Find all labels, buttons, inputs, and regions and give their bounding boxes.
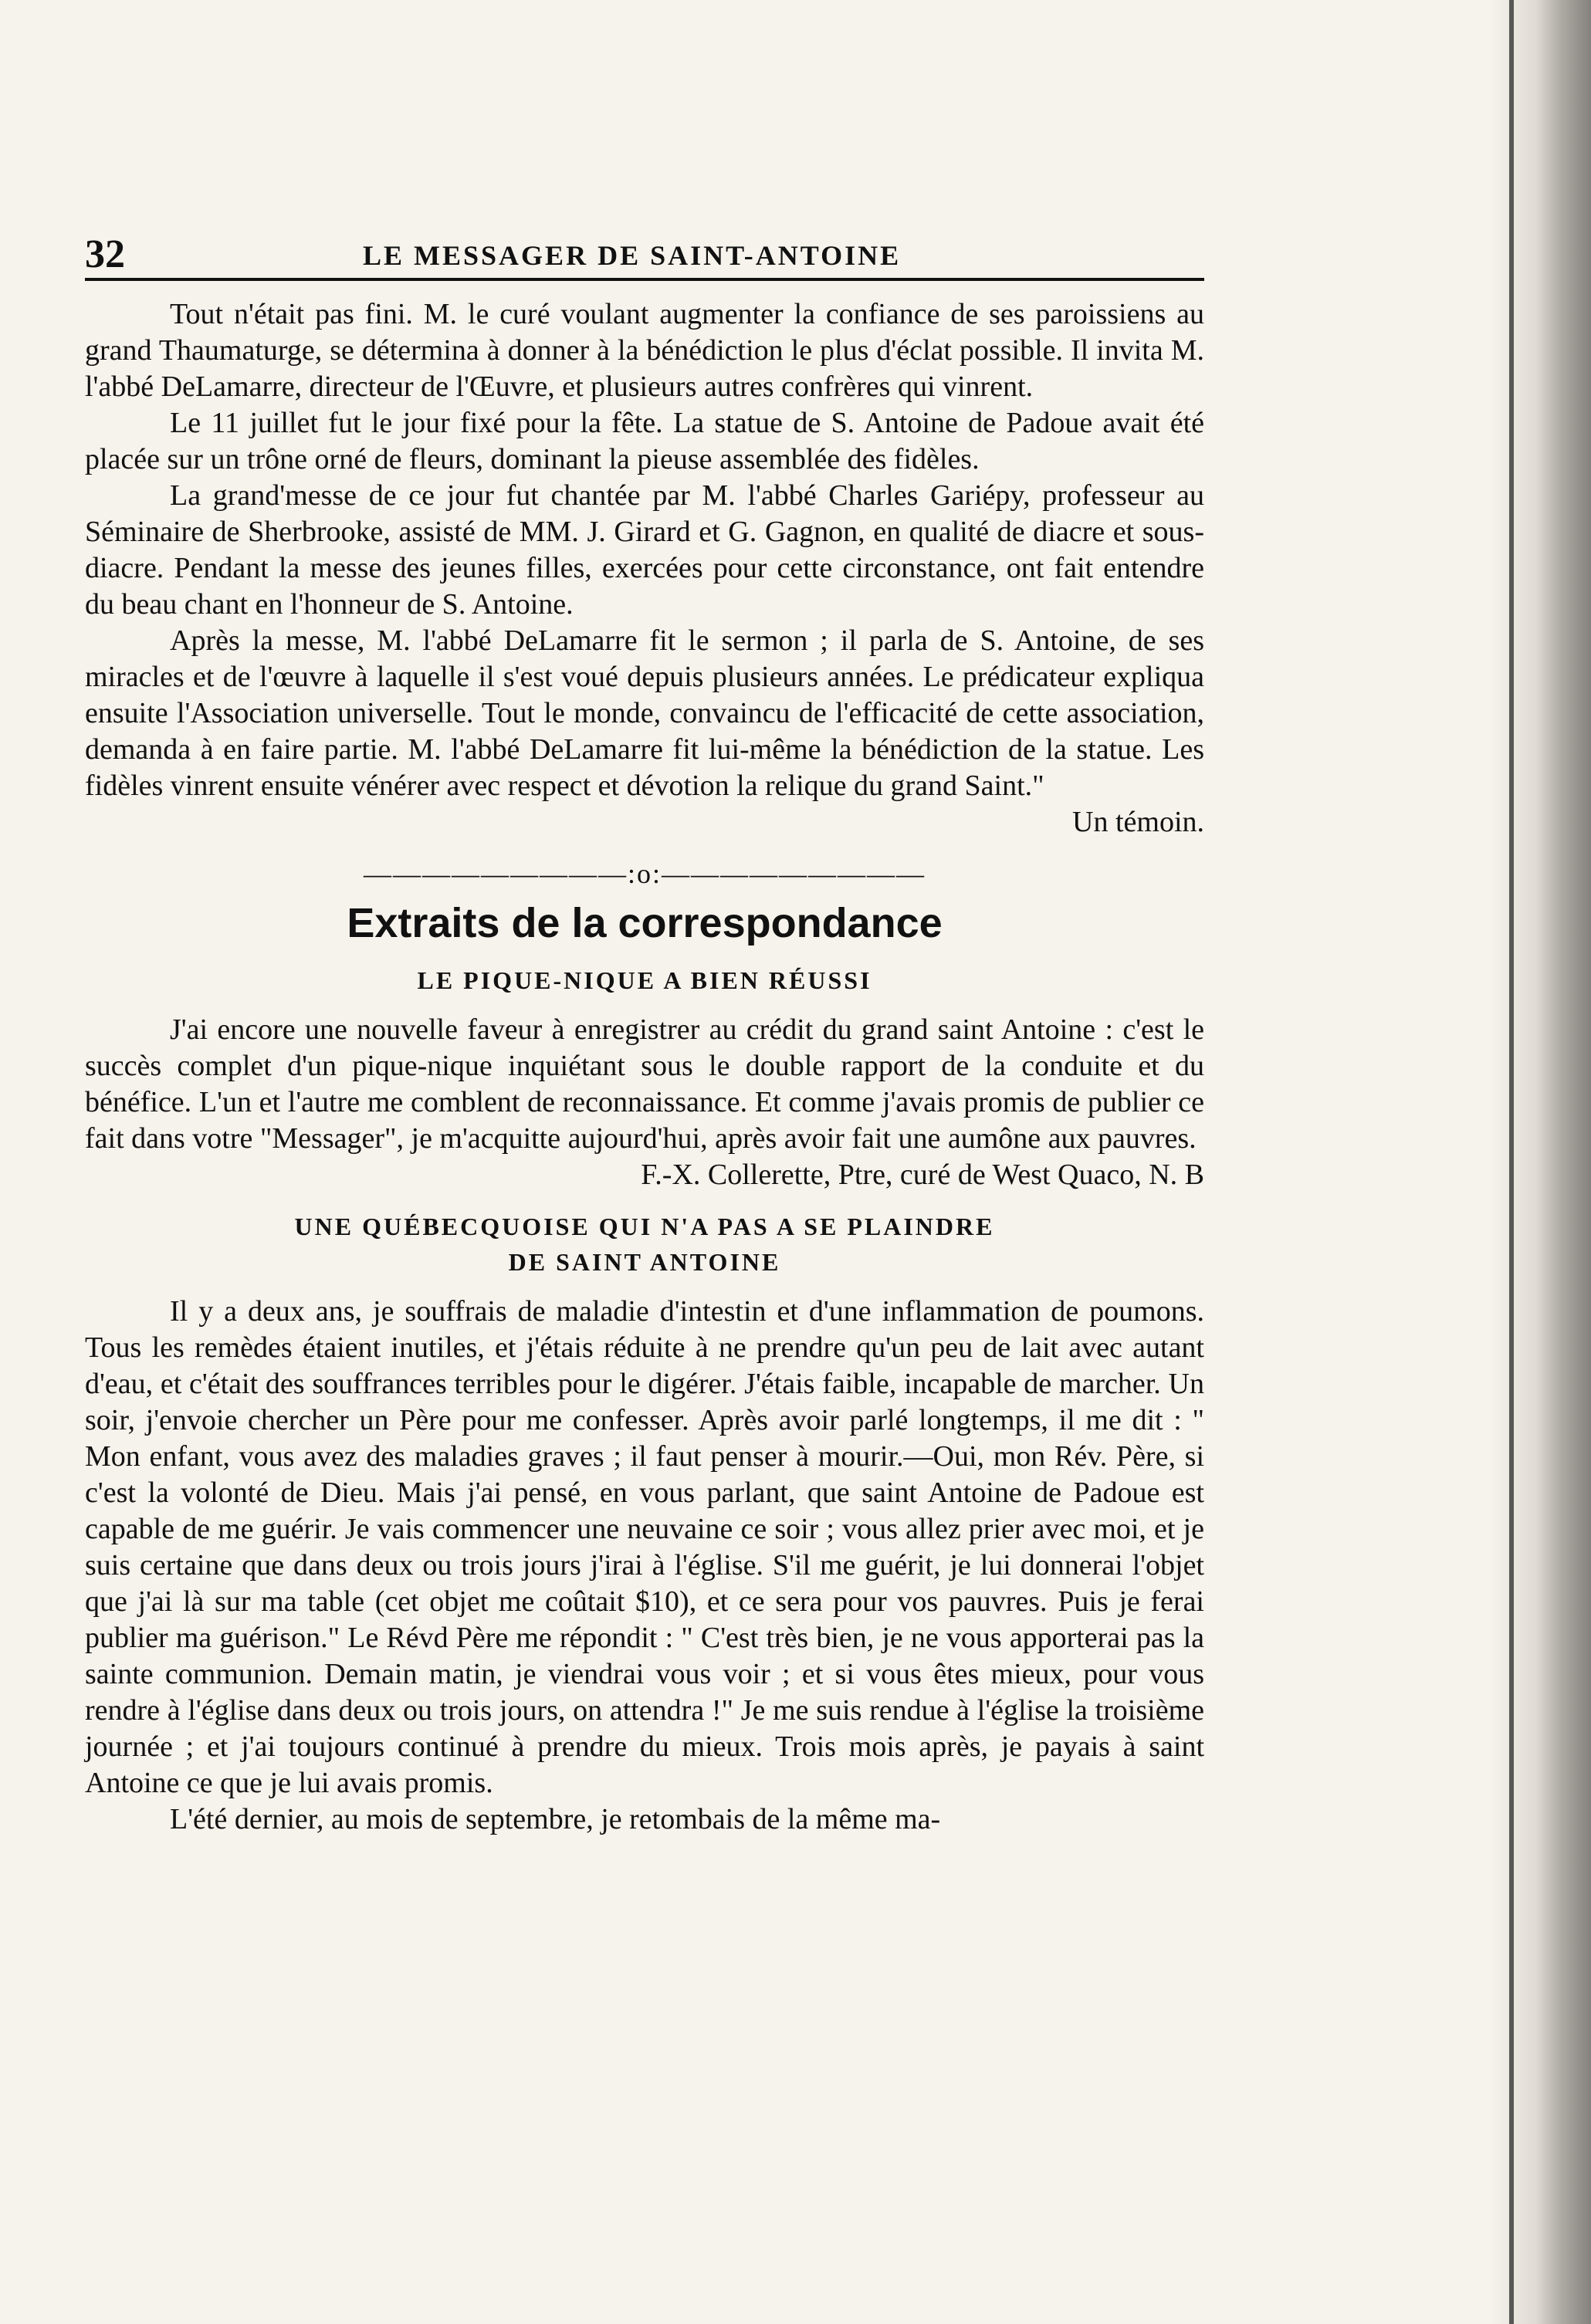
page xyxy=(85,232,1204,1838)
letter-2-paragraph-2: L'été dernier, au mois de septembre, je retombais de la même ma- xyxy=(170,1803,941,1835)
article-1-paragraph-2: Le 11 juillet fut le jour fixé pour la fête. La statue de S. Antoine de Padoue avait été placée sur un trône orné de fleurs, dominant la pieuse assemblée des fidèles. xyxy=(85,407,1204,475)
article-1-paragraph-4: Après la messe, M. l'abbé DeLamarre fit le sermon ; il parla de S. Antoine, de ses miracles et de l'œuvre à laquelle il s'est voué depuis plusieurs années. Le prédicateur expliqua ensuite l'Association universelle. Tout le monde, convaincu de l'efficacité de cette association, demanda à en faire partie. M. l'abbé DeLamarre fit lui-même la bénédiction de la statue. Les fidèles vinrent ensuite vénérer avec respect et dévotion la relique du grand Saint." xyxy=(85,624,1204,802)
letter-1-heading: LE PIQUE-NIQUE A BIEN RÉUSSI xyxy=(417,966,872,994)
page-edge-shadow xyxy=(1491,0,1591,2324)
article-1-paragraph-3: La grand'messe de ce jour fut chantée par M. l'abbé Charles Gariépy, professeur au Séminaire de Sherbrooke, assisté de MM. J. Girard et G. Gagnon, en qualité de diacre et sous-diacre. Pendant la messe des jeunes filles, exercées pour cette circonstance, ont fait entendre du beau chant en l'honneur de S. Antoine. xyxy=(85,479,1204,621)
letter-2 xyxy=(85,1209,1204,1838)
page-number: 32 xyxy=(85,232,125,276)
page-edge-line xyxy=(1509,0,1514,2324)
letter-1-body: J'ai encore une nouvelle faveur à enregistrer au crédit du grand saint Antoine : c'est le succès complet d'un pique-nique inquiétant sous le double rapport de la conduite et du bénéfice. L'un et l'autre me comblent de reconnaissance. Et comme j'avais promis de publier ce fait dans votre "Messager", je m'acquitte aujourd'hui, après avoir fait une aumône aux pauvres. xyxy=(85,1013,1204,1155)
letter-1-signature-line xyxy=(85,1157,1204,1193)
article-1-paragraph-1: Tout n'était pas fini. M. le curé voulant augmenter la confiance de ses paroissiens au grand Thaumaturge, se détermina à donner à la bénédiction le plus d'éclat possible. Il invita M. l'abbé DeLamarre, directeur de l'Œuvre, et plusieurs autres confrères qui vinrent. xyxy=(85,298,1204,403)
article-1-signature-line xyxy=(85,804,1204,841)
letter-2-heading-line-2: DE SAINT ANTOINE xyxy=(508,1248,781,1276)
page-header xyxy=(85,232,1204,281)
article-1-signature: Un témoin. xyxy=(1072,806,1204,838)
running-title: LE MESSAGER DE SAINT-ANTOINE xyxy=(363,240,902,271)
letter-2-heading xyxy=(85,1209,1204,1280)
article-1 xyxy=(85,296,1204,841)
letter-1 xyxy=(85,962,1204,1193)
letter-2-paragraph-1: Il y a deux ans, je souffrais de maladie d'intestin et d'une inflammation de poumons. Tous les remèdes étaient inutiles, et j'étais réduite à ne prendre qu'un peu de lait avec autant d'eau, et c'était des souffrances terribles pour le digérer. J'étais faible, incapable de marcher. Un soir, j'envoie chercher un Père pour me confesser. Après avoir parlé longtemps, il me dit : " Mon enfant, vous avez des maladies graves ; il faut penser à mourir.—Oui, mon Rév. Père, si c'est la volonté de Dieu. Mais j'ai pensé, en vous parlant, que saint Antoine de Padoue est capable de me guérir. Je vais commencer une neuvaine ce soir ; vous allez prier avec moi, et je suis certaine que dans deux ou trois jours j'irai à l'église. S'il me guérit, je lui donnerai l'objet que j'ai là sur ma table (cet objet me coûtait $10), et ce sera pour vos pauvres. Puis je ferai publier ma guérison." Le Révd Père me répondit : " C'est très bien, je ne vous apporterai pas la sainte communion. Demain matin, je viendrai vous voir ; et si vous êtes mieux, pour vous rendre à l'église dans deux ou trois jours, on attendra !" Je me suis rendue à l'église la troisième journée ; et j'ai toujours continué à prendre du mieux. Trois mois après, je payais à saint Antoine ce que je lui avais promis. xyxy=(85,1295,1204,1799)
section-title: Extraits de la correspondance xyxy=(347,900,943,946)
letter-1-signature: F.-X. Collerette, Ptre, curé de West Quaco, N. B xyxy=(641,1159,1204,1191)
section-separator: —————————:o:————————— xyxy=(363,858,926,889)
letter-2-heading-line-1: UNE QUÉBECQUOISE QUI N'A PAS A SE PLAINDRE xyxy=(294,1213,995,1240)
